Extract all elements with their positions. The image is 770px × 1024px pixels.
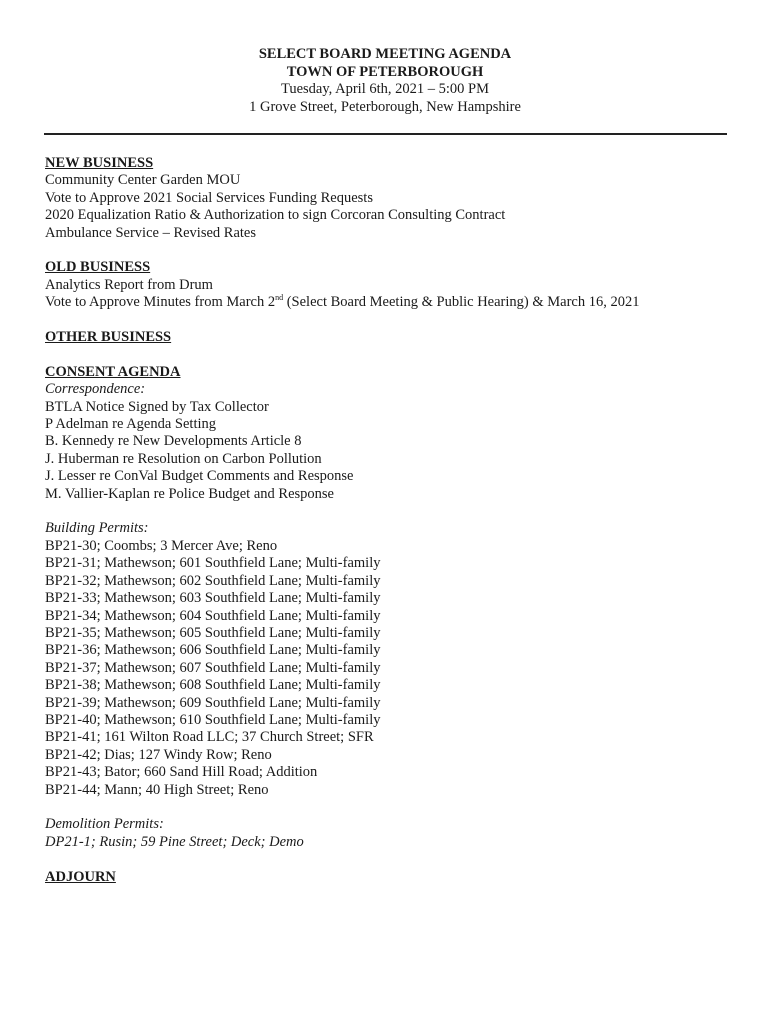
list-item: BP21-33; Mathewson; 603 Southfield Lane; Multi-family <box>45 590 381 607</box>
consent-agenda-heading: CONSENT AGENDA <box>45 363 181 380</box>
list-item: P Adelman re Agenda Setting <box>45 416 217 433</box>
old-business-section <box>45 259 745 311</box>
list-item: Analytics Report from Drum <box>45 276 213 293</box>
new-business-section <box>45 155 745 242</box>
list-item: BTLA Notice Signed by Tax Collector <box>45 398 269 415</box>
list-item: Community Center Garden MOU <box>45 172 241 189</box>
town-name: TOWN OF PETERBOROUGH <box>286 63 484 80</box>
demolition-permits-label: Demolition Permits: <box>45 816 164 833</box>
old-business-heading: OLD BUSINESS <box>45 259 151 276</box>
list-item: BP21-35; Mathewson; 605 Southfield Lane; Multi-family <box>45 624 381 641</box>
list-item: BP21-30; Coombs; 3 Mercer Ave; Reno <box>45 537 278 554</box>
building-permits-section <box>45 520 745 799</box>
list-item: Ambulance Service – Revised Rates <box>45 224 256 241</box>
list-item: BP21-32; Mathewson; 602 Southfield Lane; Multi-family <box>45 572 381 589</box>
list-item: BP21-39; Mathewson; 609 Southfield Lane; Multi-family <box>45 694 381 711</box>
list-item: BP21-34; Mathewson; 604 Southfield Lane; Multi-family <box>45 607 381 624</box>
minutes-text-start: Vote to Approve Minutes from March 2 <box>45 294 276 311</box>
list-item: BP21-38; Mathewson; 608 Southfield Lane; Multi-family <box>45 677 381 694</box>
document-header <box>0 46 770 116</box>
list-item: M. Vallier-Kaplan re Police Budget and Response <box>45 485 334 502</box>
list-item: BP21-42; Dias; 127 Windy Row; Reno <box>45 746 272 763</box>
list-item: DP21-1; Rusin; 59 Pine Street; Deck; Demo <box>45 833 304 850</box>
list-item: BP21-41; 161 Wilton Road LLC; 37 Church Street; SFR <box>45 729 374 746</box>
list-item <box>45 294 745 311</box>
list-item: B. Kennedy re New Developments Article 8 <box>45 433 302 450</box>
list-item: BP21-31; Mathewson; 601 Southfield Lane; Multi-family <box>45 555 381 572</box>
other-business-heading: OTHER BUSINESS <box>45 329 172 346</box>
list-item: BP21-44; Mann; 40 High Street; Reno <box>45 781 269 798</box>
meeting-address: 1 Grove Street, Peterborough, New Hampshire <box>249 98 521 115</box>
list-item: BP21-43; Bator; 660 Sand Hill Road; Addition <box>45 764 318 781</box>
consent-agenda-section <box>45 364 745 503</box>
correspondence-label: Correspondence: <box>45 381 146 398</box>
new-business-heading: NEW BUSINESS <box>45 155 154 171</box>
demolition-permits-section <box>45 816 745 851</box>
list-item: BP21-40; Mathewson; 610 Southfield Lane; Multi-family <box>45 711 381 728</box>
ordinal-suffix: nd <box>275 293 284 303</box>
minutes-text-end: (Select Board Meeting & Public Hearing) & March 16, 2021 <box>283 294 640 311</box>
header-divider <box>44 133 727 135</box>
meeting-datetime: Tuesday, April 6th, 2021 – 5:00 PM <box>281 81 489 97</box>
building-permits-label: Building Permits: <box>45 520 149 537</box>
list-item: BP21-37; Mathewson; 607 Southfield Lane; Multi-family <box>45 659 381 676</box>
other-business-section <box>45 329 745 346</box>
agenda-title: SELECT BOARD MEETING AGENDA <box>258 46 512 62</box>
adjourn-heading: ADJOURN <box>45 868 116 885</box>
list-item: 2020 Equalization Ratio & Authorization to sign Corcoran Consulting Contract <box>45 207 506 224</box>
list-item: J. Huberman re Resolution on Carbon Pollution <box>45 450 322 467</box>
list-item: Vote to Approve 2021 Social Services Funding Requests <box>45 189 373 206</box>
adjourn-section <box>45 869 745 886</box>
agenda-body <box>45 155 745 903</box>
list-item: J. Lesser re ConVal Budget Comments and Response <box>45 468 354 485</box>
list-item: BP21-36; Mathewson; 606 Southfield Lane; Multi-family <box>45 642 381 659</box>
